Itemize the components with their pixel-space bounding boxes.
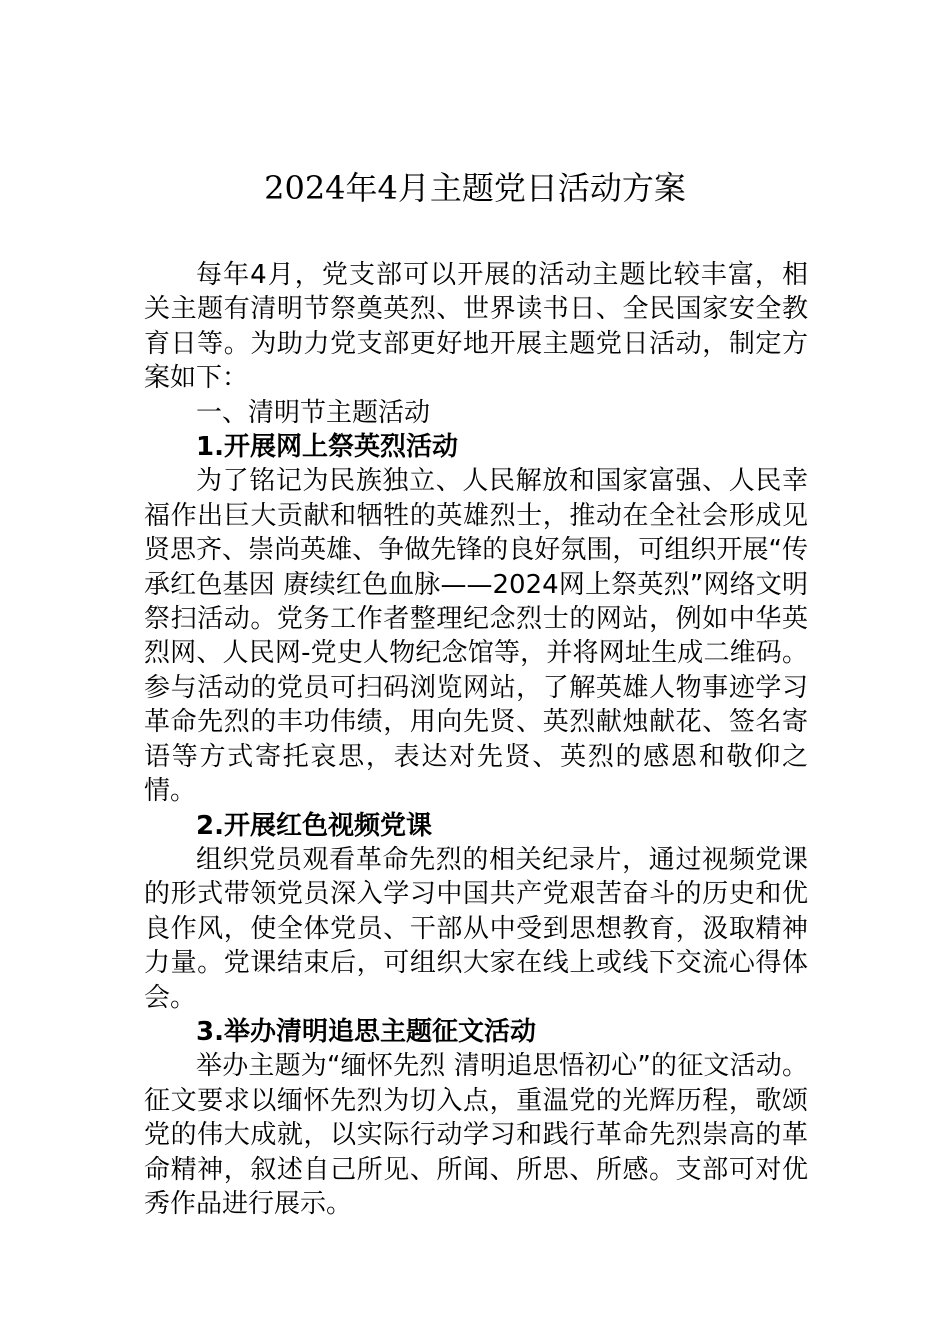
- document-title: 2024年4月主题党日活动方案: [264, 169, 686, 207]
- section-heading: 一、清明节主题活动: [196, 397, 431, 428]
- document-body: [144, 258, 808, 1221]
- item-heading-1: 1.开展网上祭英烈活动: [196, 432, 458, 463]
- intro-paragraph: 每年4月，党支部可以开展的活动主题比较丰富，相关主题有清明节祭奠英烈、世界读书日、全民国家安全教育日等。为助力党支部更好地开展主题党日活动，制定方案如下：: [144, 260, 808, 394]
- item-heading-3: 3.举办清明追思主题征文活动: [196, 1016, 536, 1047]
- item-body-1: 为了铭记为民族独立、人民解放和国家富强、人民幸福作出巨大贡献和牺牲的英雄烈士，推动在全社会形成见贤思齐、崇尚英雄、争做先锋的良好氛围，可组织开展“传承红色基因 赓续红色血脉——2024网上祭英烈”网络文明祭扫活动。党务工作者整理纪念烈士的网站，例如中华英烈网、人民网-党史人物纪念馆等，并将网址生成二维码。参与活动的党员可扫码浏览网站，了解英雄人物事迹学习革命先烈的丰功伟绩，用向先贤、英烈献烛献花、签名寄语等方式寄托哀思，表达对先贤、英烈的感恩和敬仰之情。: [144, 466, 808, 807]
- item-heading-2: 2.开展红色视频党课: [196, 810, 432, 841]
- item-body-3: 举办主题为“缅怀先烈 清明追思悟初心”的征文活动。征文要求以缅怀先烈为切入点，重温党的光辉历程，歌颂党的伟大成就，以实际行动学习和践行革命先烈崇高的革命精神，叙述自己所见、所闻、所思、所感。支部可对优秀作品进行展示。: [144, 1051, 808, 1219]
- item-body-2: 组织党员观看革命先烈的相关纪录片，通过视频党课的形式带领党员深入学习中国共产党艰苦奋斗的历史和优良作风，使全体党员、干部从中受到思想教育，汲取精神力量。党课结束后，可组织大家在线上或线下交流心得体会。: [144, 844, 808, 1013]
